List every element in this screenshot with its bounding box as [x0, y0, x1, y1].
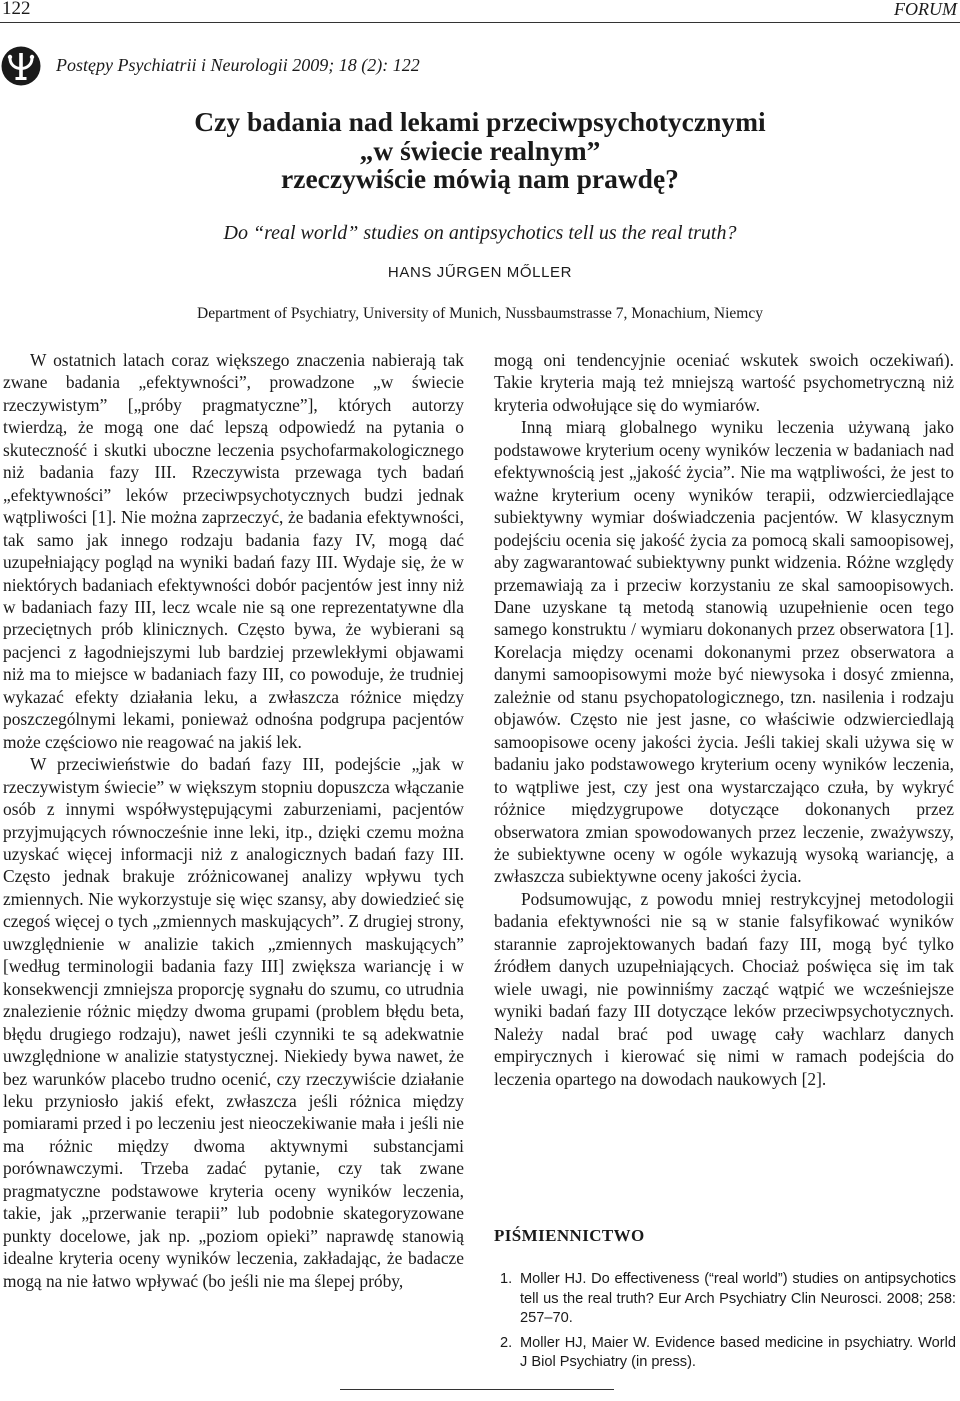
body-paragraph: mogą oni tendencyjnie oceniać wskutek swoich oczekiwań). Takie kryteria mają też mniejszą wartość psychometryczną niż kryteria odwołujące się do wymiarów.	[494, 350, 954, 415]
journal-logo-icon	[1, 46, 41, 86]
reference-text: Moller HJ, Maier W. Evidence based medicine in psychiatry. World J Biol Psychiatry (in press).	[520, 1334, 956, 1370]
reference-text: Moller HJ. Do effectiveness (“real world”) studies on antipsychotics tell us the real truth? Eur Arch Psychiatry Clin Neurosci. 2008; 258: 257–70.	[520, 1271, 956, 1326]
article-title	[0, 108, 960, 194]
body-left-column	[3, 349, 464, 1292]
page-number: 122	[2, 0, 31, 19]
body-paragraph: W przeciwieństwie do badań fazy III, podejście „jak w rzeczywistym świecie” w większym stopniu dopuszcza włączanie osób z innymi współwystępującymi zaburzeniami, pacjentów przyjmujących równocześnie inne leki, itp., dzięki czemu można uzyskać więcej informacji niż z analogicznych badań fazy III. Często jednak brakuje zróżnicowanej analizy wpływu tych zmiennych. Nie wykorzystuje się więc szansy, aby dowiedzieć się czegoś więcej o tych „zmiennych maskujących”. Z drugiej strony, uwzględnienie w analizie takich „zmiennych maskujących” [według terminologii badania fazy III] zwiększa wariancję i w konsekwencji zmniejsza proporcję sygnału do szumu, co utrudnia znalezienie różnic między dwoma grupami (problem błędu beta, błędu drugiego rodzaju), nawet jeśli czynniki te są adekwatnie uwzględnione w analizie statystycznej. Niekiedy bywa nawet, że bez warunków placebo trudno ocenić, czy rzeczywiście działanie leku przyniosło jakiś efekt, zwłaszcza jeśli różnica między pomiarami przed i po leczeniu jest nieoczekiwanie mała i jeśli nie ma różnic między dwoma aktywnymi substancjami porównawczymi. Trzeba zadać pytanie, czy tak zwane pragmatyczne podstawowe kryteria oceny wyników leczenia, takie, jak „przerwanie terapii” lub podobnie skategoryzowane punkty docelowe, jak np. „poziom opieki” naprawdę stanowią idealne kryteria oceny wyników leczenia, zakładając, że badacze mogą na nie łatwo wpływać (bo jeśli nie ma ślepej próby,	[3, 754, 464, 1291]
english-title: Do “real world” studies on antipsychotics tell us the real truth?	[223, 222, 737, 244]
reference-list	[494, 1270, 956, 1378]
author-name: HANS JŰRGEN MŐLLER	[387, 264, 573, 281]
reference-number: 2.	[500, 1334, 513, 1351]
body-paragraph: W ostatnich latach coraz większego znaczenia nabierają tak zwane badania „efektywności”, prowadzone „w świecie rzeczywistym” [„próby pragmatyczne”], których autorzy twierdzą, że mogą one dać lepszą odpowiedź na pytania o skuteczność i skutki uboczne leczenia psychofarmakologicznego niż badania fazy III. Rzeczywista przewaga tych badań „efektywności” leków przeciwpsychotycznych budzi jednak wątpliwości [1]. Nie można zaprzeczyć, że badania efektywności, tak samo jak innego rodzaju badania fazy IV, mogą dać uzupełniający pogląd na wyniki badań fazy III. Wydaje się, że w niektórych badaniach efektywności dobór pacjentów jest inny niż w badaniach fazy III, lecz wcale nie są one reprezentatywne dla przeciętnych prób klinicznych. Często bywa, że wybierani są pacjenci z łagodniejszymi lub bardziej przewlekłymi objawami niż ma to miejsce w badaniach fazy III, co powoduje, że trudniej wykazać efekty działania leku, a zwłaszcza różnice między poszczególnymi lekami, ponieważ odnośna podgrupa pacjentów może częściowo nie reagować na jakiś lek.	[3, 350, 464, 752]
journal-citation: Postępy Psychiatrii i Neurologii 2009; 18 (2): 122	[56, 55, 420, 75]
body-paragraph: Inną miarą globalnego wyniku leczenia używaną jako podstawowe kryterium oceny wyników leczenia w badaniach nad efektywnością jest „jakość życia”. Nie ma wątpliwości, że jest to ważne kryterium oceny wyników terapii, odzwierciedlające subiektywny wymiar doświadczenia pacjentów. W klasycznym podejściu ocenia się jakość życia za pomocą skali samoopisowej, aby zagwarantować subiektywny punkt widzenia. Różne względy przemawiają za i przeciw korzystaniu ze skal samoopisowych. Dane uzyskane tą metodą stanowią uzupełnienie ocen tego samego konstruktu / wymiaru dokonanych przez obserwatora [1]. Korelacja między ocenami dokonanymi przez obserwatora a danymi samoopisowymi może być niewysoka i dosyć zmienna, zależnie od stanu psychopatologicznego, tzn. nasilenia i rodzaju objawów. Często nie jest jasne, co właściwie odzwierciedlają samoopisowe oceny jakości życia. Jeśli takiej skali używa się w badaniu jako podstawowego kryterium oceny wyników leczenia, to wątpliwe jest, czy jest ona wystarczająco czuła, by wykryć różnice międzygrupowe dotyczące dokonanych przez obserwatora zmian spowodowanych przez leczenie, zważywszy, że subiektywne oceny w ogóle wykazują wysoką wariancję, a zwłaszcza subiektywne oceny jakości życia.	[494, 417, 954, 887]
references-heading: PIŚMIENNICTWO	[494, 1226, 645, 1245]
running-head	[0, 0, 960, 23]
footer-rule	[340, 1389, 614, 1390]
author-affiliation: Department of Psychiatry, University of Munich, Nussbaumstrasse 7, Monachium, Niemcy	[197, 305, 763, 322]
title-line: Czy badania nad lekami przeciwpsychotycznymi	[194, 106, 766, 137]
body-right-column	[494, 349, 954, 1090]
title-line: „w świecie realnym”	[359, 134, 601, 166]
reference-number: 1.	[500, 1271, 513, 1287]
title-line: rzeczywiście mówią nam prawdę?	[281, 163, 679, 194]
reference-item	[494, 1270, 956, 1329]
section-name: FORUM	[894, 0, 957, 19]
reference-item	[494, 1334, 956, 1373]
body-paragraph: Podsumowując, z powodu mniej restrykcyjnej metodologii badania efektywności nie są w stanie falsyfikować wyników starannie zaprojektowanych badań fazy III, mogą być tylko źródłem danych uzupełniających. Chociaż poświęca się im tak wiele uwagi, nie powinniśmy zacząć wątpić we wcześniejsze wyniki badań fazy III dotyczące leków przeciwpsychotycznych. Należy nadal brać pod uwagę cały wachlarz danych empirycznych i kierować się nimi w ramach podejścia do leczenia opartego na dowodach naukowych [2].	[494, 888, 954, 1089]
